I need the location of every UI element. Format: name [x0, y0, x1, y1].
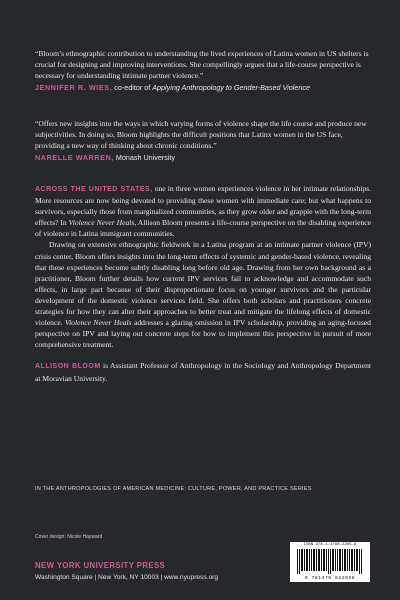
- blurb-2-quote: “Offers new insights into the ways in which varying forms of violence shape the life course and produce new subjectivities. In doing so, Bloom highlights the difficult positions that Latinx women in the US face, providing a new way of thinking about chronic conditions.”: [35, 119, 367, 151]
- blurb-1-quote: “Bloom’s ethnographic contribution to understanding the lived experiences of Latina women in US shelters is crucial for designing and improving interventions. She compellingly argues that a life-course perspective is necessary for understanding intimate partner violence.”: [35, 49, 369, 81]
- book-title-inline: Violence Never Heals: [68, 218, 135, 228]
- author-bio: [35, 360, 371, 383]
- description-text: one in three women experiences violence in her intimate relationships. More resources are now being devoted to providing these women with immediate care; but what happens to survivors, especially those from marginalized communities, as they grow older and grapple with the long-term effects? In: [35, 184, 372, 228]
- blurb-2: [35, 118, 370, 163]
- barcode-digits: 9 781479 822058: [304, 576, 356, 581]
- blurb-2-attribution: [35, 153, 175, 162]
- blurb-2-name: NARELLE WARREN,: [35, 152, 114, 162]
- book-description: [35, 183, 371, 384]
- book-title-inline: Violence Never Heals: [65, 318, 132, 328]
- blurb-1-name: JENNIFER R. WIES,: [35, 82, 113, 92]
- barcode-bars: [297, 549, 363, 574]
- cover-credit: Cover design: Nicole Hayward: [35, 534, 103, 540]
- isbn-barcode: [290, 542, 370, 582]
- author-name: ALLISON BLOOM: [35, 363, 101, 371]
- blurb-1-role: co-editor of: [112, 82, 153, 92]
- publisher-address: Washington Square | New York, NY 10003 | www.nyupress.org: [35, 574, 219, 581]
- description-text: , Allison Bloom presents a life-course perspective on the disabling experience of violence in Latina immigrant communities.: [35, 218, 371, 239]
- publisher-name: NEW YORK UNIVERSITY PRESS: [35, 561, 166, 570]
- blurb-1: [35, 48, 370, 93]
- isbn-text: ISBN 978-1-4798-2285-8: [303, 543, 357, 547]
- blurb-2-affiliation: Monash University: [113, 152, 176, 162]
- description-text: addresses a glaring omission in IPV scholarship, providing an aging-focused perspective on IPV and laying out concrete steps for how to implement this perspective in pursuit of more comprehensive treatment.: [35, 318, 371, 350]
- blurb-1-attribution: [35, 83, 310, 92]
- blurb-1-book: Applying Anthropology to Gender-Based Violence: [152, 82, 310, 92]
- description-text: Drawing on extensive ethnographic fieldwork in a Latina program at an intimate partner violence (IPV) crisis center, Bloom offers insights into the long-term effects of systemic and gender-based violence, revealing that these experiences become subtly disabling long before old age. Drawing from her own background as a practitioner, Bloom further details how current IPV services fail to acknowledge and accommodate such effects, in large part because of their disproportionate focus on younger survivors and the particular development of the domestic violence services field. She offers both scholars and practitioners concrete strategies for how they can alter their approaches to better treat and mitigate the lifelong effects of domestic violence.: [35, 240, 371, 328]
- author-bio-text: is Assistant Professor of Anthropology in the Sociology and Anthropology Department at Moravian University.: [35, 361, 371, 383]
- description-lead: ACROSS THE UNITED STATES,: [35, 186, 153, 193]
- series-line: IN THE ANTHROPOLOGIES OF AMERICAN MEDICINE: CULTURE, POWER, AND PRACTICE SERIES: [35, 486, 312, 492]
- description-paragraph-2: [35, 239, 371, 350]
- description-paragraph-1: [35, 183, 371, 239]
